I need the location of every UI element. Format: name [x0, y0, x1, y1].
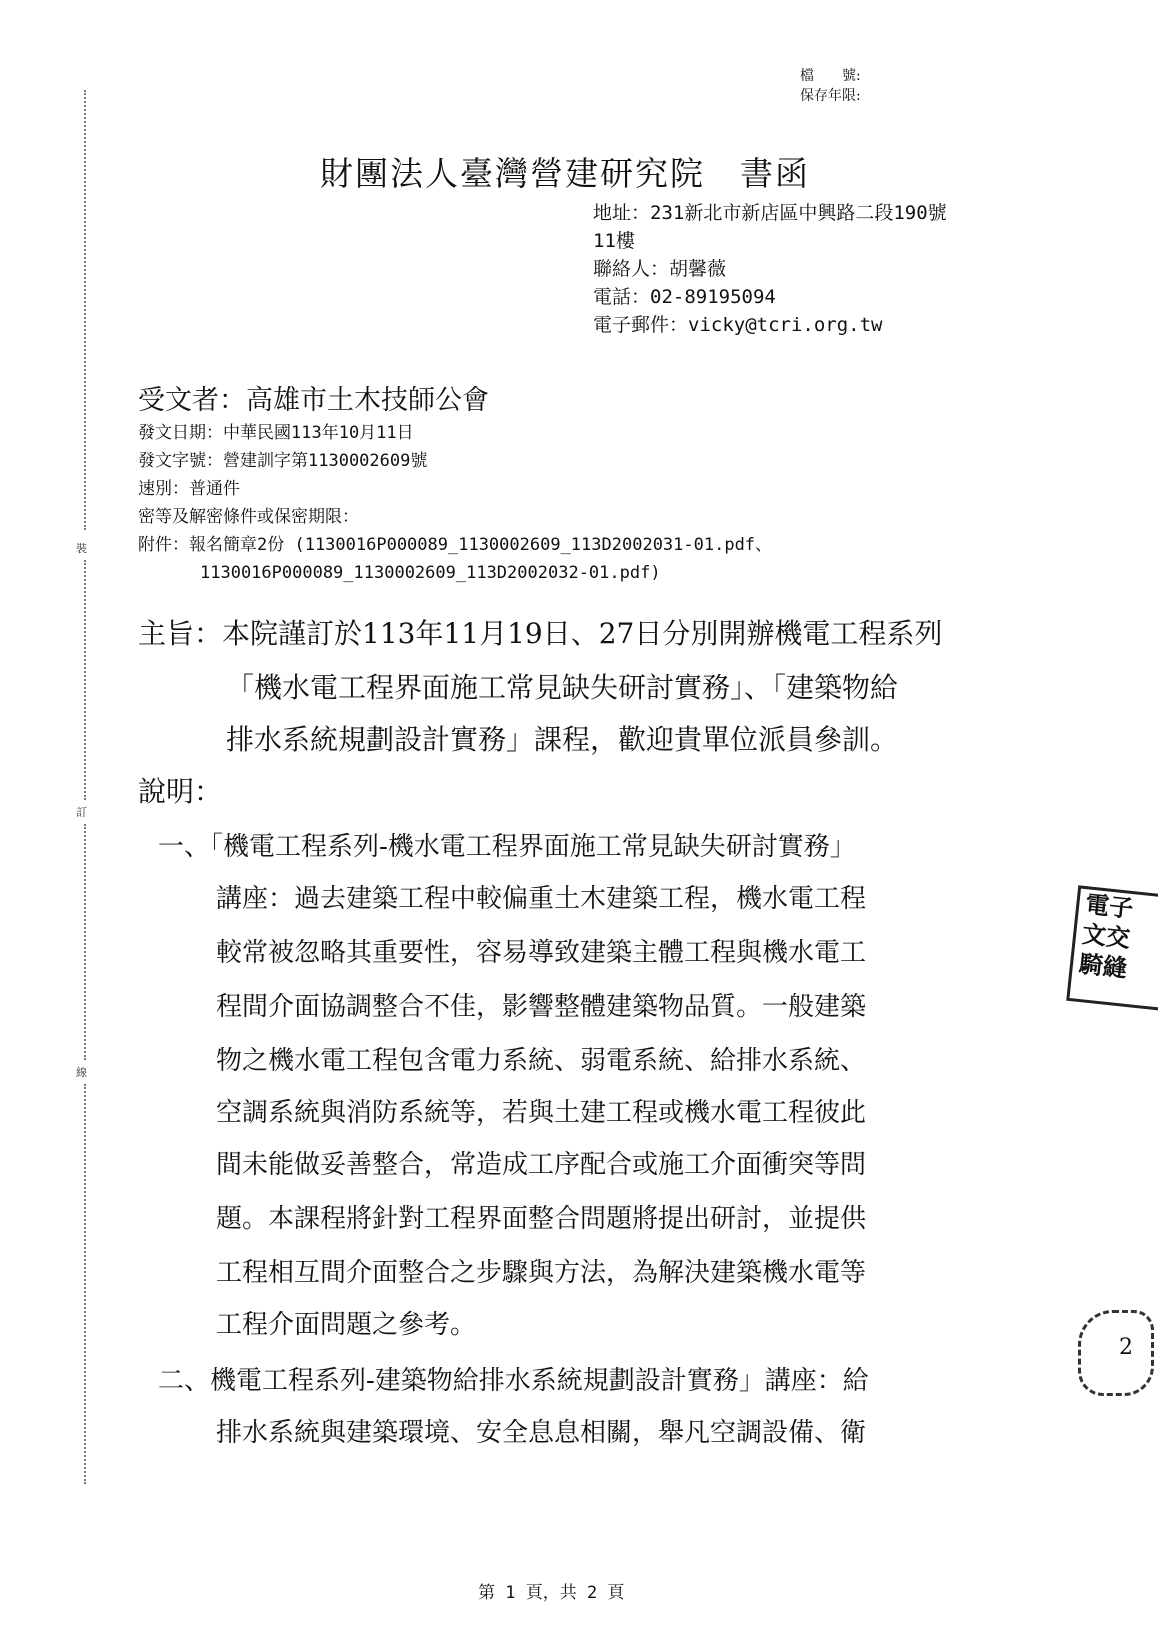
binding-char-zhuang: 裝 [76, 542, 87, 555]
issue-date: 發文日期：中華民國113年10月11日 [138, 423, 414, 443]
item-1-text-line: 空調系統與消防系統等，若與土建工程或機水電工程彼此 [216, 1098, 867, 1128]
item-1-text-line: 較常被忽略其重要性，容易導致建築主體工程與機水電工 [216, 938, 867, 968]
attachment-line-continued: 1130016P000089_1130002609_113D2002032-01.pdf) [200, 563, 661, 583]
item-1-text-line: 物之機水電工程包含電力系統、弱電系統、給排水系統、 [216, 1046, 867, 1076]
item-1-text-line: 講座：過去建築工程中較偏重土木建築工程，機水電工程 [216, 884, 867, 914]
document-title: 財團法人臺灣營建研究院 書函 [320, 154, 810, 193]
file-number-label: 檔 號: [800, 68, 861, 84]
item-1-text-line: 工程介面問題之參考。 [216, 1310, 477, 1340]
subject-line-1: 主旨：本院謹訂於113年11月19日、27日分別開辦機電工程系列 [138, 617, 943, 650]
item-1-text-line: 題。本課程將針對工程界面整合問題將提出研討，並提供 [216, 1204, 867, 1234]
contact-person: 聯絡人：胡馨薇 [593, 258, 727, 280]
cross-page-seal-stamp [1066, 885, 1158, 1010]
seal-number: 2 [1119, 1335, 1133, 1360]
page-number-footer: 第 1 頁，共 2 頁 [478, 1583, 625, 1603]
contact-email: 電子郵件：vicky@tcri.org.tw [593, 314, 883, 336]
binding-char-ding: 訂 [76, 806, 87, 819]
item-1-text-line: 工程相互間介面整合之步驟與方法，為解決建築機水電等 [216, 1258, 867, 1288]
item-1-text-line: 間未能做妥善整合，常造成工序配合或施工介面衝突等問 [216, 1150, 867, 1180]
binding-dotted-line [84, 824, 86, 1060]
seal-text: 騎縫 [1077, 948, 1129, 983]
binding-dotted-line [84, 1084, 86, 1484]
attachment-line: 附件：報名簡章2份 (1130016P000089_1130002609_113D2002031-01.pdf、 [138, 535, 773, 555]
explanation-label: 說明： [138, 775, 223, 808]
subject-line-3: 排水系統規劃設計實務」課程，歡迎貴單位派員參訓。 [226, 723, 899, 756]
secrecy-level: 密等及解密條件或保密期限： [138, 507, 359, 527]
item-1-heading: 一、「機電工程系列-機水電工程界面施工常見缺失研討實務」 [158, 832, 856, 862]
contact-address-floor: 11樓 [593, 230, 635, 252]
binding-dotted-line [84, 560, 86, 800]
issue-number: 發文字號：營建訓字第1130002609號 [138, 451, 428, 471]
contact-address: 地址：231新北市新店區中興路二段190號 [593, 202, 947, 224]
item-2-text-line: 排水系統與建築環境、安全息息相關，舉凡空調設備、衛 [216, 1418, 867, 1448]
receiver: 受文者：高雄市土木技師公會 [138, 385, 489, 416]
item-2-heading: 二、機電工程系列-建築物給排水系統規劃設計實務」講座：給 [158, 1366, 869, 1396]
seal-text: 文交 [1080, 919, 1132, 953]
seal-text: 電子 [1083, 889, 1135, 924]
binding-char-xian: 線 [76, 1066, 87, 1079]
page-seal-stamp [1078, 1310, 1154, 1396]
subject-line-2: 「機水電工程界面施工常見缺失研討實務」、「建築物給 [226, 671, 899, 704]
item-1-text-line: 程間介面協調整合不佳，影響整體建築物品質。一般建築 [216, 992, 867, 1022]
delivery-speed: 速別：普通件 [138, 479, 240, 499]
contact-phone: 電話：02-89195094 [593, 286, 776, 308]
binding-dotted-line [84, 90, 86, 530]
retention-period-label: 保存年限: [800, 88, 861, 104]
